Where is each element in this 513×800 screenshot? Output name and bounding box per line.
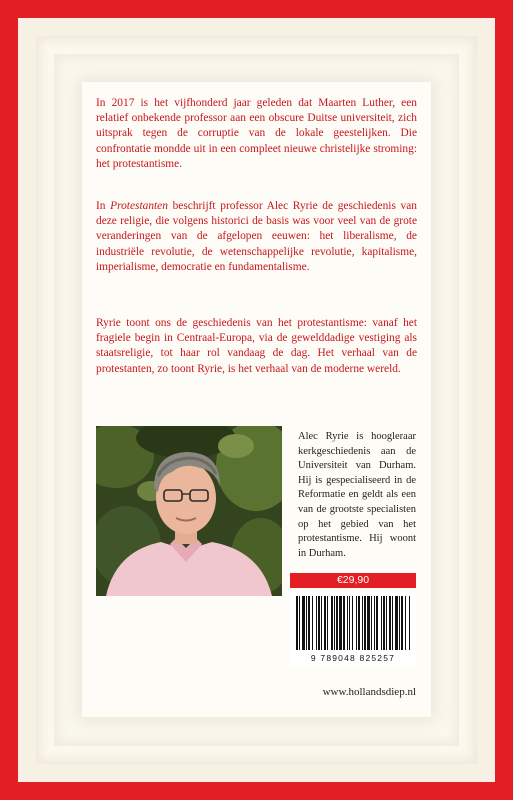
barcode-bar	[364, 596, 366, 650]
barcode-bar	[399, 596, 400, 650]
barcode-bar	[339, 596, 342, 650]
barcode-bar	[334, 596, 335, 650]
barcode-bar	[318, 596, 320, 650]
blurb-paragraph-1: In 2017 is het vijfhonderd jaar geleden dat Maarten Luther, een relatief onbekende professor aan een obscure Duitse universiteit, zich uitsprak tegen de corruptie van de lokale geestelijken. Die confrontatie mondde uit in een compleet nieuwe christelijke stroming: het protestantisme.	[96, 97, 417, 170]
barcode-bar	[356, 596, 357, 650]
author-bio: Alec Ryrie is hoogleraar kerkgeschiedenis aan de Universiteit van Durham. Hij is gespecialiseerd in de Reformatie en geldt als een van de grootste specialisten op het gebied van het protestantisme. Hij woont in Durham.	[298, 431, 416, 559]
publisher-website: www.hollandsdiep.nl	[322, 686, 416, 698]
barcode-bar	[362, 596, 363, 650]
author-photo-image	[96, 426, 282, 596]
barcode-bar	[302, 596, 305, 650]
barcode-bar	[358, 596, 360, 650]
barcode-bar	[386, 596, 387, 650]
barcode-bar	[349, 596, 350, 650]
author-photo	[96, 426, 282, 596]
price-label: €29,90	[290, 573, 416, 588]
barcode-bar	[299, 596, 300, 650]
barcode-bar	[347, 596, 348, 650]
barcode-bar	[316, 596, 317, 650]
isbn-digits: 9 789048 825257	[310, 653, 396, 663]
blurb-paragraph-3: Ryrie toont ons de geschiedenis van het protestantisme: vanaf het fragiele begin in Centraal-Europa, via de gewelddadige vestiging als staatsreligie, tot haar rol vandaag de dag. Het verhaal van de protestanten, zo toont Ryrie, is het verhaal van de moderne wereld.	[96, 317, 417, 375]
barcode-bar	[336, 596, 338, 650]
book-title-italic: Protestanten	[110, 200, 168, 212]
barcode-bar	[367, 596, 370, 650]
barcode-bar	[327, 596, 328, 650]
barcode-bar	[395, 596, 398, 650]
barcode-bar	[389, 596, 391, 650]
barcode-bar	[321, 596, 322, 650]
barcode-bar	[371, 596, 372, 650]
barcode-bar	[296, 596, 298, 650]
barcode-bar	[308, 596, 310, 650]
barcode-bar	[409, 596, 410, 650]
barcode-bar	[392, 596, 393, 650]
barcode-bar	[374, 596, 375, 650]
barcode	[290, 592, 416, 668]
barcode-bar	[383, 596, 385, 650]
barcode-bar	[312, 596, 313, 650]
barcode-bar	[405, 596, 406, 650]
blurb-paragraph-2	[96, 199, 417, 275]
barcode-bar	[324, 596, 326, 650]
barcode-bars	[290, 592, 416, 652]
barcode-bar	[376, 596, 378, 650]
blurb-p2-start: In	[96, 200, 111, 212]
barcode-bar	[381, 596, 382, 650]
barcode-bar	[401, 596, 403, 650]
barcode-bar	[331, 596, 333, 650]
barcode-bar	[343, 596, 345, 650]
blurb-p2-rest: beschrijft professor Alec Ryrie de geschiedenis van deze religie, die volgens historici de basis was voor veel van de grote veranderingen van de afgelopen eeuwen: het liberalisme, de industriële revolutie, de wetenschappelijke revolutie, kapitalisme, imperialisme, democratie en fundamentalisme.	[96, 200, 417, 273]
barcode-bar	[352, 596, 353, 650]
barcode-bar	[306, 596, 307, 650]
